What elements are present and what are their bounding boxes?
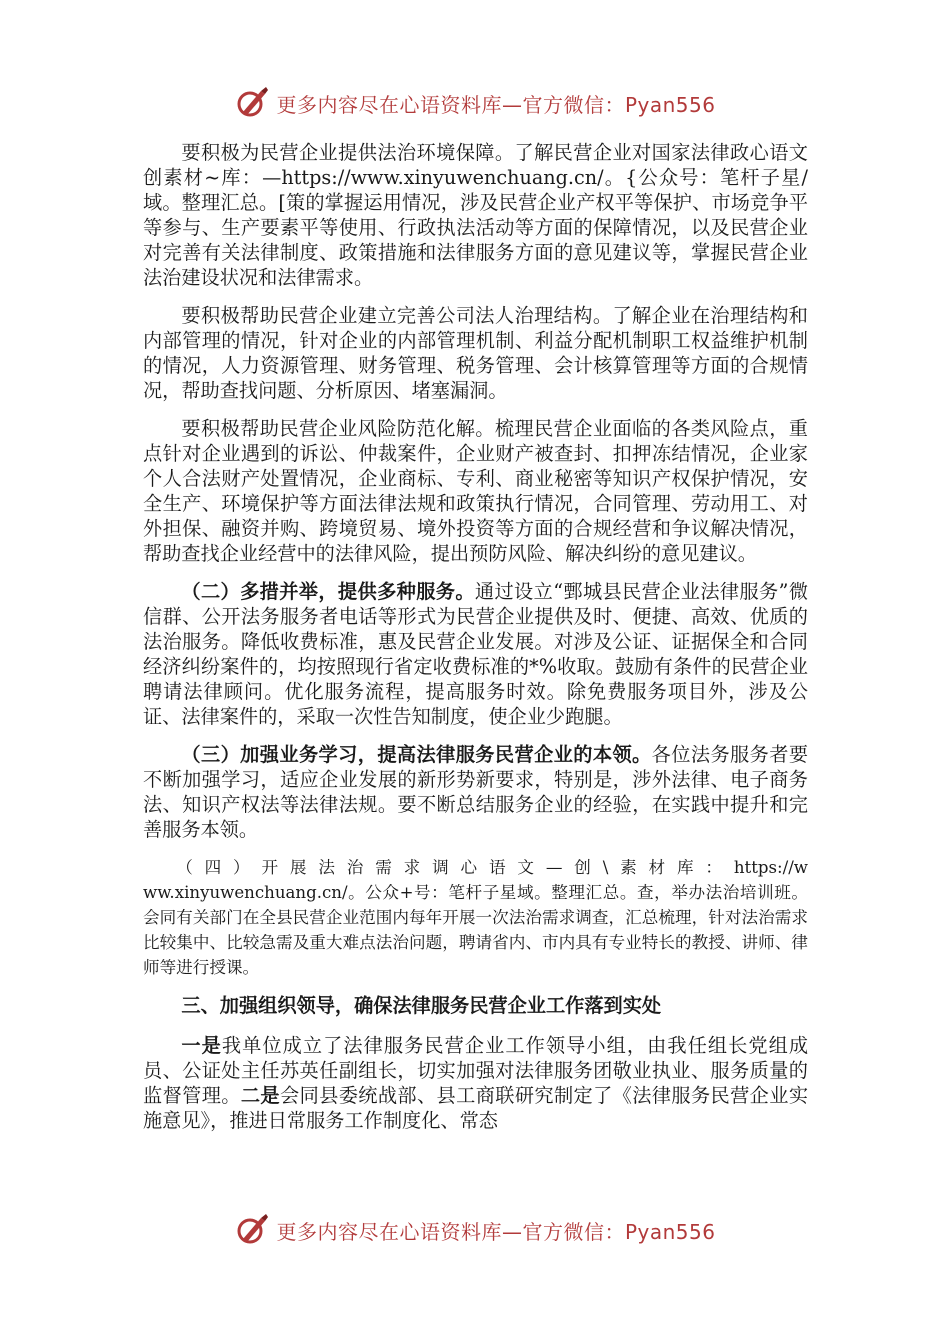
banner-text: 更多内容尽在心语资料库—官方微信：Pyan556 [276,1219,716,1244]
second-point-label: 二是 [240,1084,280,1107]
document-body [143,140,808,1146]
paragraph-section-4: （四）开展法治需求调心语文—创\素材库：https://www.xinyuwenchuang.cn/。公众+号：笔杆子星域。整理汇总。查，举办法治培训班。会同有关部门在全县民营企业范围内每年开展一次法治需求调查，汇总梳理，针对法治需求比较集中、比较急需及重大难点法治问题，聘请省内、市内具有专业特长的教授、讲师、律师等进行授课。 [143,858,808,977]
paragraph-section-3: （三）加强业务学习，提高法律服务民营企业的本领。各位法务服务者要不断加强学习，适应企业发展的新形势新要求，特别是，涉外法律、电子商务法、知识产权法等法律法规。要不断总结服务企业的经验，在实践中提升和完善服务本领。 [143,743,809,841]
paragraph-corporate-governance: 要积极帮助民营企业建立完善公司法人治理结构。了解企业在治理结构和内部管理的情况，针对企业的内部管理机制、利益分配机制职工权益维护机制的情况，人力资源管理、财务管理、税务管理、会计核算管理等方面的合规情况，帮助查找问题、分析原因、堵塞漏洞。 [143,304,808,402]
header-banner [0,82,950,124]
paragraph-organization: 一是我单位成立了法律服务民营企业工作领导小组，由我任组长党组成员、公证处主任苏英任副组长，切实加强对法律服务团敬业执业、服务质量的监督管理。二是会同县委统战部、县工商联研究制定了《法律服务民营企业实施意见》，推进日常服务工作制度化、常态 [143,1034,809,1132]
pen-logo-icon [234,1212,270,1248]
paragraph-legal-environment: 要积极为民营企业提供法治环境保障。了解民营企业对国家法律政心语文创素材~库：—https://www.xinyuwenchuang.cn/。{公众号：笔杆子星/域。整理汇总。[策的掌握运用情况，涉及民营企业产权平等保护、市场竞争平等参与、生产要素平等使用、行政执法活动等方面的保障情况，以及民营企业对完善有关法律制度、政策措施和法律服务方面的意见建议等，掌握民营企业法治建设状况和法律需求。 [143,141,808,289]
section-3-heading: （三）加强业务学习，提高法律服务民营企业的本领。 [181,743,652,766]
pen-logo-icon [234,85,270,121]
paragraph-risk-prevention: 要积极帮助民营企业风险防范化解。梳理民营企业面临的各类风险点，重点针对企业遇到的诉讼、仲裁案件，企业财产被查封、扣押冻结情况，企业家个人合法财产处置情况，企业商标、专利、商业秘密等知识产权保护情况，安全生产、环境保护等方面法律法规和政策执行情况，合同管理、劳动用工、对外担保、融资并购、跨境贸易、境外投资等方面的合规经营和争议解决情况，帮助查找企业经营中的法律风险，提出预防风险、解决纠纷的意见建议。 [143,417,808,565]
footer-banner [0,1209,950,1251]
section-2-heading: （二）多措并举，提供多种服务。 [181,580,475,603]
paragraph-section-2: （二）多措并举，提供多种服务。通过设立“鄄城县民营企业法律服务”微信群、公开法务服务者电话等形式为民营企业提供及时、便捷、高效、优质的法治服务。降低收费标准，惠及民营企业发展。对涉及公证、证据保全和合同经济纠纷案件的，均按照现行省定收费标准的*%收取。鼓励有条件的民营企业聘请法律顾问。优化服务流程，提高服务时效。除免费服务项目外，涉及公证、法律案件的，采取一次性告知制度，使企业少跑腿。 [143,580,809,728]
first-point-label: 一是 [181,1034,222,1057]
section-4-heading: （四）开展法治需求调心语文—创\素材库： [176,858,734,877]
section-three-title: 三、加强组织领导，确保法律服务民营企业工作落到实处 [181,994,662,1017]
banner-text: 更多内容尽在心语资料库—官方微信：Pyan556 [276,92,716,117]
